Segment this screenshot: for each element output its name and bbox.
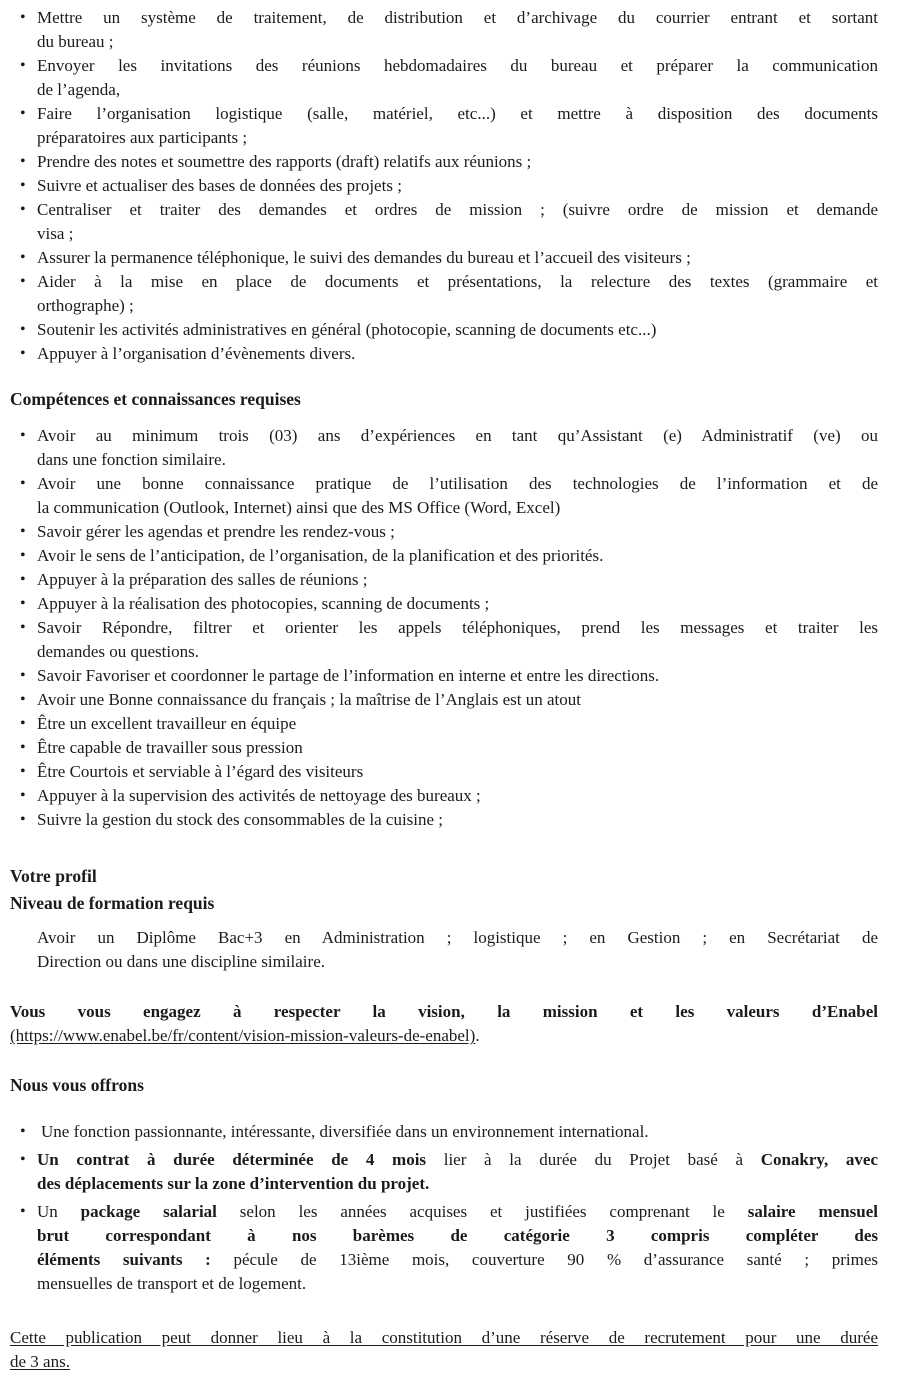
text-segment: visa ;	[37, 224, 74, 243]
text-line	[37, 1148, 878, 1172]
text-line	[10, 1350, 878, 1374]
text-line	[37, 688, 878, 712]
text-line	[37, 424, 878, 448]
text-line	[37, 30, 878, 54]
text-line	[10, 1000, 878, 1024]
text-segment: Appuyer à la réalisation des photocopies, scanning de documents ;	[37, 594, 490, 613]
list-item	[10, 736, 878, 760]
list-item	[10, 520, 878, 544]
offres-list	[10, 1120, 878, 1296]
text-segment: orthographe) ;	[37, 296, 134, 315]
list-item	[10, 616, 878, 664]
text-segment: salaire mensuel	[747, 1202, 878, 1221]
list-item	[10, 54, 878, 102]
text-segment: lier à la durée du Projet basé à	[426, 1150, 761, 1169]
text-line	[37, 448, 878, 472]
text-segment: Suivre la gestion du stock des consommables de la cuisine ;	[37, 810, 444, 829]
text-segment: Soutenir les activités administratives en général (photocopie, scanning de documents etc...)	[37, 320, 657, 339]
list-item	[10, 784, 878, 808]
text-line	[37, 246, 878, 270]
text-segment: Conakry, avec	[760, 1150, 879, 1169]
text-line	[37, 664, 878, 688]
vision-mission-valeurs-link[interactable]: (https://www.enabel.be/fr/content/vision-mission-valeurs-de-enabel)	[10, 1026, 476, 1045]
text-segment: Appuyer à l’organisation d’évènements divers.	[37, 344, 356, 363]
text-segment: .	[475, 1026, 480, 1045]
text-segment: Vous vous engagez à respecter la vision, la mission et les valeurs d’Enabel	[10, 1002, 878, 1021]
list-item	[10, 6, 878, 54]
text-segment: Centraliser et traiter des demandes et ordres de mission ; (suivre ordre de mission et demande	[37, 200, 878, 219]
text-segment: Cette publication peut donner lieu à la constitution d’une réserve de recrutement pour une durée	[10, 1328, 878, 1347]
text-segment: Une fonction passionnante, intéressante, diversifiée dans un environnement international.	[41, 1122, 649, 1141]
text-segment: Avoir une Bonne connaissance du français ; la maîtrise de l’Anglais est un atout	[37, 690, 581, 709]
text-segment: Mettre un système de traitement, de distribution et d’archivage du courrier entrant et sortant	[37, 8, 878, 27]
list-item	[10, 102, 878, 150]
text-line	[37, 736, 878, 760]
text-segment: Avoir le sens de l’anticipation, de l’organisation, de la planification et des priorités.	[37, 546, 604, 565]
text-segment: éléments suivants :	[37, 1250, 211, 1269]
list-item	[10, 270, 878, 318]
text-segment: demandes ou questions.	[37, 642, 199, 661]
list-item	[10, 246, 878, 270]
text-segment: Envoyer les invitations des réunions hebdomadaires du bureau et préparer la communication	[37, 56, 878, 75]
text-line	[37, 294, 878, 318]
text-segment: Être un excellent travailleur en équipe	[37, 714, 297, 733]
text-line	[10, 1326, 878, 1350]
formation-paragraph	[37, 926, 878, 974]
text-segment: pécule de 13ième mois, couverture 90 % d’assurance santé ; primes	[210, 1250, 878, 1269]
text-line	[37, 496, 878, 520]
text-line	[37, 1272, 878, 1296]
text-line	[37, 520, 878, 544]
list-item	[10, 568, 878, 592]
text-segment: Avoir une bonne connaissance pratique de l’utilisation des technologies de l’information et de	[37, 474, 878, 493]
text-segment: Appuyer à la supervision des activités de nettoyage des bureaux ;	[37, 786, 481, 805]
text-line	[37, 950, 878, 974]
list-item	[10, 424, 878, 472]
engagement-paragraph	[10, 1000, 878, 1048]
text-line	[37, 222, 878, 246]
text-line	[41, 1120, 878, 1144]
competences-heading: Compétences et connaissances requises	[10, 389, 301, 409]
text-line	[37, 544, 878, 568]
list-item	[10, 342, 878, 366]
list-item	[10, 688, 878, 712]
text-segment: Savoir gérer les agendas et prendre les rendez-vous ;	[37, 522, 395, 541]
text-line	[37, 1248, 878, 1272]
list-item	[10, 472, 878, 520]
text-segment: préparatoires aux participants ;	[37, 128, 248, 147]
text-segment: Un	[37, 1202, 81, 1221]
text-segment: Suivre et actualiser des bases de données des projets ;	[37, 176, 402, 195]
list-item	[10, 592, 878, 616]
text-line	[37, 808, 878, 832]
text-line	[37, 270, 878, 294]
text-segment: de l’agenda,	[37, 80, 121, 99]
text-line	[37, 318, 878, 342]
text-line	[37, 760, 878, 784]
text-line	[37, 126, 878, 150]
document-page	[10, 6, 878, 1374]
list-item	[10, 1200, 878, 1296]
text-segment: Avoir au minimum trois (03) ans d’expériences en tant qu’Assistant (e) Administratif (ve) ou	[37, 426, 878, 445]
text-segment: dans une fonction similaire.	[37, 450, 226, 469]
competences-list	[10, 424, 878, 832]
text-segment: Un contrat à durée déterminée de 4 mois	[37, 1150, 427, 1169]
text-line	[37, 198, 878, 222]
text-segment: Savoir Répondre, filtrer et orienter les appels téléphoniques, prend les messages et traiter les	[37, 618, 878, 637]
list-item	[10, 1148, 878, 1196]
text-line	[37, 150, 878, 174]
list-item	[10, 150, 878, 174]
text-line	[10, 1024, 878, 1048]
list-item	[10, 318, 878, 342]
tasks-list	[10, 6, 878, 366]
list-item	[10, 760, 878, 784]
list-item	[10, 198, 878, 246]
text-segment: de 3 ans.	[10, 1352, 70, 1371]
list-item	[10, 1120, 878, 1144]
reserve-note-paragraph	[10, 1326, 878, 1374]
text-line	[37, 102, 878, 126]
text-line	[37, 342, 878, 366]
list-item	[10, 712, 878, 736]
text-segment: Faire l’organisation logistique (salle, matériel, etc...) et mettre à disposition des documents	[37, 104, 878, 123]
text-segment: Avoir un Diplôme Bac+3 en Administration ; logistique ; en Gestion ; en Secrétariat de	[37, 928, 878, 947]
list-item	[10, 808, 878, 832]
text-segment: Être Courtois et serviable à l’égard des visiteurs	[37, 762, 364, 781]
text-segment: Direction ou dans une discipline similaire.	[37, 952, 325, 971]
text-line	[37, 1200, 878, 1224]
text-segment: Prendre des notes et soumettre des rapports (draft) relatifs aux réunions ;	[37, 152, 532, 171]
text-line	[37, 592, 878, 616]
list-item	[10, 174, 878, 198]
text-line	[37, 568, 878, 592]
text-segment: Appuyer à la préparation des salles de réunions ;	[37, 570, 368, 589]
text-segment: Être capable de travailler sous pression	[37, 738, 303, 757]
text-line	[37, 6, 878, 30]
text-line	[37, 1224, 878, 1248]
list-item	[10, 664, 878, 688]
text-segment: package salarial	[80, 1202, 217, 1221]
text-line	[37, 54, 878, 78]
offres-heading: Nous vous offrons	[10, 1075, 144, 1095]
text-line	[37, 174, 878, 198]
text-segment: du bureau ;	[37, 32, 114, 51]
text-segment: Assurer la permanence téléphonique, le suivi des demandes du bureau et l’accueil des visiteurs ;	[37, 248, 691, 267]
text-line	[37, 78, 878, 102]
profil-heading: Votre profil	[10, 866, 97, 886]
formation-heading: Niveau de formation requis	[10, 893, 215, 913]
text-line	[37, 616, 878, 640]
text-line	[37, 926, 878, 950]
text-line	[37, 640, 878, 664]
text-line	[37, 472, 878, 496]
text-line	[37, 712, 878, 736]
text-line	[37, 784, 878, 808]
text-segment: Aider à la mise en place de documents et présentations, la relecture des textes (grammaire et	[37, 272, 878, 291]
text-segment: brut correspondant à nos barèmes de catégorie 3 compris compléter des	[37, 1226, 878, 1245]
text-line	[37, 1172, 878, 1196]
text-segment: mensuelles de transport et de logement.	[37, 1274, 307, 1293]
text-segment: selon les années acquises et justifiées comprenant le	[216, 1202, 748, 1221]
text-segment: des déplacements sur la zone d’intervention du projet.	[37, 1174, 430, 1193]
text-segment: Savoir Favoriser et coordonner le partage de l’information en interne et entre les directions.	[37, 666, 660, 685]
list-item	[10, 544, 878, 568]
text-segment: la communication (Outlook, Internet) ainsi que des MS Office (Word, Excel)	[37, 498, 561, 517]
